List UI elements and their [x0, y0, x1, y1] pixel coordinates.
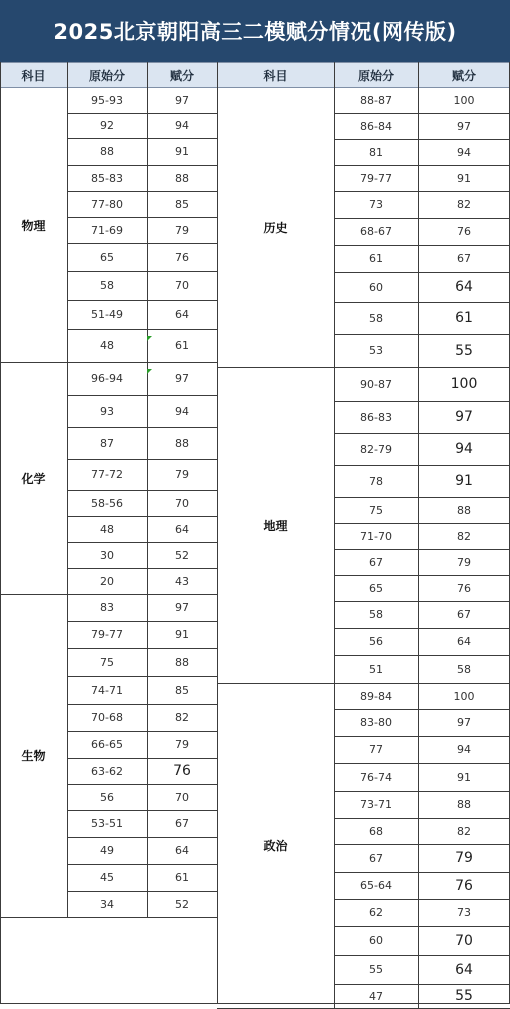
- right-raw-score-cell: 68: [369, 824, 383, 838]
- right-raw-score-cell: 58: [369, 608, 383, 621]
- left-raw-score-cell: 45: [100, 871, 114, 884]
- column-divider: [67, 88, 68, 917]
- right-assigned-score-cell: 55: [455, 988, 473, 1004]
- right-raw-score-cell: 73: [369, 198, 383, 211]
- left-assigned-score-cell: 85: [175, 683, 189, 697]
- right-raw-score-cell: 86-84: [360, 119, 392, 133]
- left-assigned-score-cell: 67: [175, 817, 189, 830]
- left-subject-0: 物理: [21, 218, 46, 233]
- left-assigned-score-cell: 64: [175, 844, 189, 857]
- column-divider: [217, 62, 218, 88]
- left-assigned-score-cell: 85: [175, 197, 189, 211]
- right-raw-score-cell: 67: [369, 555, 383, 569]
- right-assigned-score-cell: 94: [457, 743, 471, 756]
- left-raw-score-cell: 71-69: [91, 223, 123, 237]
- comment-marker-icon: [147, 336, 152, 341]
- right-assigned-score-cell: 100: [453, 689, 475, 703]
- header-score-left: 赋分: [147, 62, 217, 88]
- left-raw-score-cell: 65: [100, 250, 114, 264]
- right-raw-score-cell: 83-80: [360, 716, 392, 729]
- right-assigned-score-cell: 64: [455, 961, 473, 978]
- right-assigned-score-cell: 64: [457, 635, 471, 648]
- left-assigned-score-cell: 94: [175, 119, 189, 132]
- right-raw-score-cell: 60: [369, 934, 383, 947]
- left-raw-score-cell: 30: [100, 548, 114, 562]
- header-subject-left: 科目: [0, 62, 67, 88]
- left-assigned-score-cell: 94: [175, 404, 189, 418]
- left-raw-score-cell: 83: [100, 601, 114, 614]
- right-raw-score-cell: 90-87: [360, 377, 392, 391]
- left-subject-2: 生物: [21, 749, 46, 763]
- left-assigned-score-cell: 70: [175, 279, 189, 292]
- left-assigned-score-cell: 91: [175, 145, 189, 158]
- right-assigned-score-cell: 91: [455, 473, 473, 489]
- right-raw-score-cell: 88-87: [360, 94, 392, 107]
- right-assigned-score-cell: 97: [457, 716, 471, 729]
- left-raw-score-cell: 93: [100, 404, 114, 418]
- column-divider: [147, 62, 148, 88]
- header-score-right: 赋分: [418, 62, 510, 88]
- right-raw-score-cell: 89-84: [360, 689, 392, 703]
- left-raw-score-cell: 48: [100, 339, 114, 352]
- column-divider: [217, 917, 218, 1004]
- column-divider: [334, 88, 335, 1008]
- left-assigned-score-cell: 70: [175, 790, 189, 804]
- right-assigned-score-cell: 61: [455, 310, 473, 326]
- right-raw-score-cell: 56: [369, 635, 383, 648]
- right-raw-score-cell: 82-79: [360, 442, 392, 456]
- left-assigned-score-cell: 91: [175, 628, 189, 641]
- left-raw-score-cell: 77-80: [91, 197, 123, 211]
- left-raw-score-cell: 70-68: [91, 711, 123, 724]
- right-assigned-score-cell: 76: [457, 581, 471, 595]
- subject-divider: [0, 917, 67, 918]
- left-raw-score-cell: 53-51: [91, 817, 123, 830]
- right-subject-2: 政治: [263, 839, 288, 853]
- right-raw-score-cell: 65: [369, 581, 383, 595]
- column-divider: [334, 62, 335, 88]
- right-assigned-score-cell: 67: [457, 252, 471, 265]
- left-raw-score-cell: 87: [100, 436, 114, 450]
- left-assigned-score-cell: 97: [175, 601, 189, 614]
- right-assigned-score-cell: 79: [455, 850, 473, 866]
- left-assigned-score-cell: 61: [175, 339, 189, 352]
- right-raw-score-cell: 65-64: [360, 879, 392, 892]
- right-raw-score-cell: 60: [369, 280, 383, 294]
- right-assigned-score-cell: 82: [457, 529, 471, 543]
- right-assigned-score-cell: 100: [453, 94, 475, 107]
- right-raw-score-cell: 79-77: [360, 171, 392, 185]
- right-assigned-score-cell: 76: [455, 877, 473, 894]
- right-assigned-score-cell: 88: [457, 503, 471, 517]
- left-raw-score-cell: 79-77: [91, 628, 123, 641]
- right-raw-score-cell: 53: [369, 344, 383, 357]
- left-assigned-score-cell: 79: [175, 738, 189, 751]
- right-assigned-score-cell: 55: [455, 342, 473, 359]
- left-assigned-score-cell: 88: [175, 171, 189, 185]
- right-subject-0: 历史: [263, 221, 288, 235]
- left-raw-score-cell: 49: [100, 844, 114, 857]
- left-assigned-score-cell: 76: [173, 763, 191, 779]
- left-subject-1: 化学: [21, 471, 46, 486]
- left-raw-score-cell: 85-83: [91, 171, 123, 185]
- right-subject-1: 地理: [263, 518, 288, 533]
- left-raw-score-cell: 34: [100, 897, 114, 911]
- right-assigned-score-cell: 91: [457, 171, 471, 185]
- right-assigned-score-cell: 82: [457, 198, 471, 211]
- right-assigned-score-cell: 76: [457, 225, 471, 238]
- left-assigned-score-cell: 52: [175, 548, 189, 562]
- row-divider: [67, 917, 217, 918]
- left-assigned-score-cell: 88: [175, 436, 189, 450]
- right-assigned-score-cell: 67: [457, 608, 471, 621]
- right-raw-score-cell: 78: [369, 474, 383, 488]
- left-raw-score-cell: 88: [100, 145, 114, 158]
- right-assigned-score-cell: 97: [455, 409, 473, 425]
- left-raw-score-cell: 20: [100, 574, 114, 588]
- right-raw-score-cell: 71-70: [360, 529, 392, 543]
- column-divider: [67, 62, 68, 88]
- right-assigned-score-cell: 70: [455, 932, 473, 949]
- comment-marker-icon: [147, 369, 152, 374]
- right-raw-score-cell: 81: [369, 145, 383, 159]
- left-assigned-score-cell: 43: [175, 574, 189, 588]
- left-assigned-score-cell: 64: [175, 308, 189, 321]
- right-raw-score-cell: 76-74: [360, 770, 392, 784]
- right-assigned-score-cell: 58: [457, 662, 471, 676]
- right-raw-score-cell: 47: [369, 989, 383, 1003]
- right-assigned-score-cell: 97: [457, 119, 471, 133]
- left-raw-score-cell: 77-72: [91, 468, 123, 481]
- right-assigned-score-cell: 82: [457, 824, 471, 838]
- right-assigned-score-cell: 100: [450, 376, 478, 392]
- left-assigned-score-cell: 64: [175, 522, 189, 536]
- left-raw-score-cell: 95-93: [91, 94, 123, 107]
- header-subject-right: 科目: [217, 62, 334, 88]
- right-raw-score-cell: 55: [369, 963, 383, 976]
- left-assigned-score-cell: 79: [175, 468, 189, 481]
- left-assigned-score-cell: 79: [175, 223, 189, 237]
- right-raw-score-cell: 58: [369, 311, 383, 325]
- column-divider: [418, 88, 419, 1008]
- left-raw-score-cell: 51-49: [91, 308, 123, 321]
- right-assigned-score-cell: 91: [457, 770, 471, 784]
- column-divider: [418, 62, 419, 88]
- header-raw-right: 原始分: [334, 62, 418, 88]
- right-raw-score-cell: 77: [369, 743, 383, 756]
- left-raw-score-cell: 66-65: [91, 738, 123, 751]
- left-assigned-score-cell: 97: [175, 94, 189, 107]
- left-assigned-score-cell: 82: [175, 711, 189, 724]
- left-assigned-score-cell: 76: [175, 250, 189, 264]
- left-raw-score-cell: 74-71: [91, 683, 123, 697]
- left-raw-score-cell: 63-62: [91, 764, 123, 778]
- right-raw-score-cell: 86-83: [360, 410, 392, 424]
- left-assigned-score-cell: 70: [175, 496, 189, 510]
- left-assigned-score-cell: 88: [175, 655, 189, 669]
- column-divider: [147, 88, 148, 917]
- left-assigned-score-cell: 52: [175, 897, 189, 911]
- left-raw-score-cell: 58: [100, 279, 114, 292]
- right-assigned-score-cell: 94: [455, 441, 473, 457]
- page-title: 2025北京朝阳高三二模赋分情况(网传版): [0, 0, 510, 62]
- right-raw-score-cell: 68-67: [360, 225, 392, 238]
- right-assigned-score-cell: 79: [457, 555, 471, 569]
- left-raw-score-cell: 56: [100, 790, 114, 804]
- right-raw-score-cell: 73-71: [360, 798, 392, 811]
- right-assigned-score-cell: 88: [457, 798, 471, 811]
- left-assigned-score-cell: 97: [175, 372, 189, 385]
- header-raw-left: 原始分: [67, 62, 147, 88]
- right-raw-score-cell: 67: [369, 851, 383, 865]
- right-assigned-score-cell: 94: [457, 145, 471, 159]
- right-raw-score-cell: 61: [369, 252, 383, 265]
- left-raw-score-cell: 96-94: [91, 372, 123, 385]
- left-raw-score-cell: 58-56: [91, 496, 123, 510]
- right-assigned-score-cell: 73: [457, 906, 471, 919]
- left-raw-score-cell: 92: [100, 119, 114, 132]
- right-raw-score-cell: 62: [369, 906, 383, 919]
- left-raw-score-cell: 48: [100, 522, 114, 536]
- right-raw-score-cell: 51: [369, 662, 383, 676]
- right-raw-score-cell: 75: [369, 503, 383, 517]
- left-raw-score-cell: 75: [100, 655, 114, 669]
- left-assigned-score-cell: 61: [175, 871, 189, 884]
- right-assigned-score-cell: 64: [455, 279, 473, 295]
